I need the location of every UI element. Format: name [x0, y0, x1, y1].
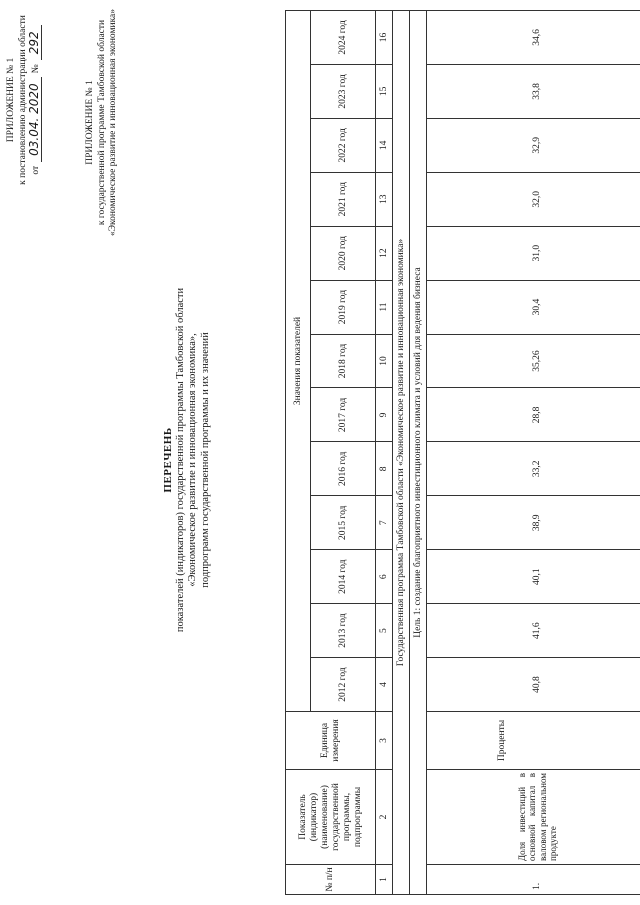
- handwritten-number: 292: [29, 25, 42, 60]
- year-header: 2015 год: [311, 496, 376, 550]
- row-value: 33,8: [427, 64, 640, 118]
- document-heading: [162, 225, 212, 695]
- year-header: 2024 год: [311, 11, 376, 65]
- row-value: 34,6: [427, 11, 640, 65]
- column-number: 2: [376, 770, 393, 865]
- header-indicator: Показатель (индикатор) (наименование) государственной программы, подпрограммы: [286, 770, 376, 865]
- year-header: 2018 год: [311, 334, 376, 388]
- appendix-decree-line: к постановлению администрации области: [17, 15, 28, 185]
- year-header: 2016 год: [311, 442, 376, 496]
- row-value: 33,2: [427, 442, 640, 496]
- table-header-row: [286, 11, 311, 895]
- row-unit: Проценты: [427, 712, 640, 770]
- row-value: 32,9: [427, 118, 640, 172]
- section-program: Государственная программа Тамбовской области «Экономическое развитие и инновационная экономика»: [393, 11, 410, 895]
- number-label: №: [31, 64, 41, 74]
- column-number: 1: [376, 865, 393, 895]
- column-number: 8: [376, 442, 393, 496]
- row-number: 1.: [427, 865, 640, 895]
- year-header: 2012 год: [311, 658, 376, 712]
- year-header: 2022 год: [311, 118, 376, 172]
- document-subtitle-3: подпрограмм государственной программы и их значений: [199, 332, 211, 588]
- row-value: 41,6: [427, 604, 640, 658]
- year-header: 2020 год: [311, 226, 376, 280]
- row-value: 28,8: [427, 388, 640, 442]
- row-value: 38,9: [427, 496, 640, 550]
- year-header: 2021 год: [311, 172, 376, 226]
- indicators-table: [285, 10, 640, 895]
- appendix-decree-title: ПРИЛОЖЕНИЕ № 1: [6, 57, 16, 143]
- column-number: 7: [376, 496, 393, 550]
- appendix-program-block: [85, 0, 120, 245]
- row-indicator-name: Доля инвестиций в основной капитал в валовом региональном продукте: [427, 770, 640, 865]
- column-number: 16: [376, 11, 393, 65]
- row-value: 31,0: [427, 226, 640, 280]
- row-value: 35,26: [427, 334, 640, 388]
- row-value: 40,1: [427, 550, 640, 604]
- section-goal: Цель 1: создание благоприятного инвестиционного климата и условий для ведения бизнеса: [410, 11, 427, 895]
- row-value: 32,0: [427, 172, 640, 226]
- column-number: 9: [376, 388, 393, 442]
- year-header: 2013 год: [311, 604, 376, 658]
- section-row-program: [393, 11, 410, 895]
- column-number: 5: [376, 604, 393, 658]
- appendix-program-title: ПРИЛОЖЕНИЕ № 1: [85, 80, 95, 165]
- document-subtitle-1: показателей (индикаторов) государственной программы Тамбовской области: [174, 287, 186, 633]
- column-number: 11: [376, 280, 393, 334]
- row-value: 40,8: [427, 658, 640, 712]
- table-row: [427, 11, 640, 895]
- row-value: 30,4: [427, 280, 640, 334]
- column-number: 12: [376, 226, 393, 280]
- handwritten-date: 03.04. 2020: [29, 77, 42, 162]
- column-number: 6: [376, 550, 393, 604]
- column-number: 10: [376, 334, 393, 388]
- from-label: от: [31, 165, 41, 175]
- header-values: Значения показателей: [286, 11, 311, 712]
- section-row-goal: [410, 11, 427, 895]
- appendix-program-line2: «Экономическое развитие и инновационная экономика»: [108, 8, 118, 237]
- year-header: 2023 год: [311, 64, 376, 118]
- column-number: 3: [376, 712, 393, 770]
- appendix-decree-block: [6, 0, 43, 200]
- header-number: № п/н: [286, 865, 376, 895]
- document-title: ПЕРЕЧЕНЬ: [162, 427, 174, 493]
- column-number: 4: [376, 658, 393, 712]
- document-subtitle-2: «Экономическое развитие и инновационная экономика»,: [187, 333, 198, 587]
- year-header: 2014 год: [311, 550, 376, 604]
- year-header: 2017 год: [311, 388, 376, 442]
- appendix-decree-date-number: [29, 0, 43, 200]
- header-unit: Единица измерения: [286, 712, 376, 770]
- column-number-row: [376, 11, 393, 895]
- column-number: 15: [376, 64, 393, 118]
- year-header: 2019 год: [311, 280, 376, 334]
- column-number: 14: [376, 118, 393, 172]
- column-number: 13: [376, 172, 393, 226]
- appendix-program-line1: к государственной программе Тамбовской области: [96, 19, 107, 226]
